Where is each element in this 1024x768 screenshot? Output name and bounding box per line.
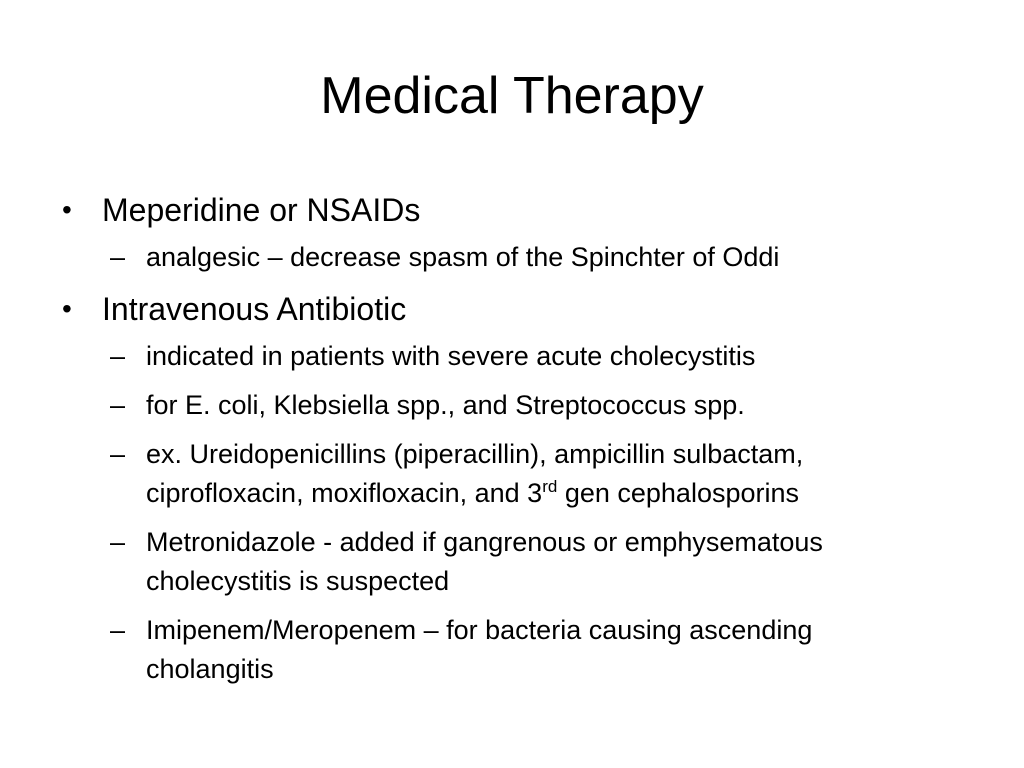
sub-bullet-text: indicated in patients with severe acute cholecystitis [146,341,756,371]
dash-icon: – [110,439,126,469]
sub-bullet-text: for E. coli, Klebsiella spp., and Streptococcus spp. [146,390,745,420]
superscript-ordinal: rd [542,477,558,496]
sub-bullet-text [146,439,803,508]
dash-icon: – [110,242,126,272]
sub-bullet-line1: Imipenem/Meropenem – for bacteria causing ascending [146,615,813,645]
slide-body [62,188,962,699]
sub-bullet-text [146,527,823,596]
sub-bullet-line1: Metronidazole - added if gangrenous or emphysematous [146,527,823,557]
bullet-text: Intravenous Antibiotic [102,291,407,327]
sub-bullet-item [62,523,962,601]
sub-bullet-item [62,611,962,689]
sub-bullet-item [62,386,962,425]
bullet-text: Meperidine or NSAIDs [102,192,421,228]
sub-bullet-line2-end: gen cephalosporins [557,478,799,508]
dash-icon: – [110,390,126,420]
sub-bullet-text: analgesic – decrease spasm of the Spinchter of Oddi [146,242,780,272]
dash-icon: – [110,615,126,645]
dash-icon: – [110,341,126,371]
bullet-item [62,188,962,232]
bullet-item [62,287,962,331]
sub-bullet-line2: cholangitis [146,654,274,684]
sub-bullet-line2: ciprofloxacin, moxifloxacin, and 3 [146,478,543,508]
sub-bullet-line1: ex. Ureidopenicillins (piperacillin), ampicillin sulbactam, [146,439,804,469]
sub-bullet-item [62,435,962,513]
sub-bullet-item [62,238,962,277]
bullet-icon: • [62,293,72,324]
sub-bullet-line2: cholecystitis is suspected [146,566,450,596]
sub-bullet-item [62,337,962,376]
dash-icon: – [110,527,126,557]
slide-title: Medical Therapy [320,67,704,125]
sub-bullet-text [146,615,812,684]
bullet-icon: • [62,194,72,225]
